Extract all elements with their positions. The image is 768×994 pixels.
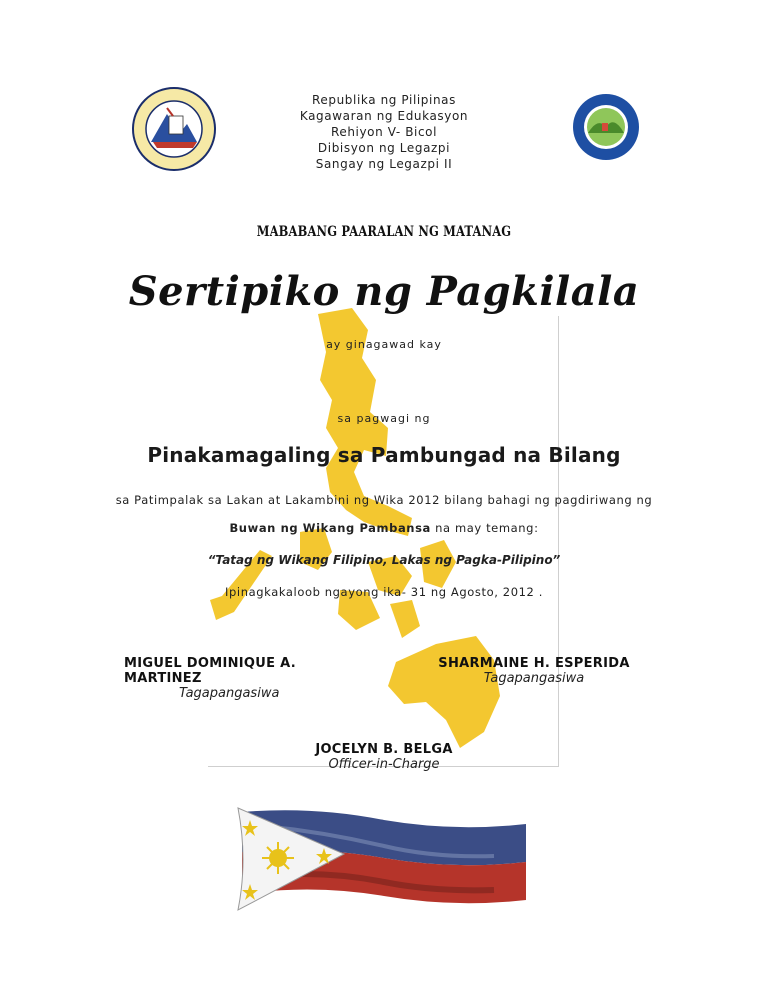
awarded-to-text: ay ginagawad kay	[326, 338, 442, 351]
header-line-region: Rehiyon V- Bicol	[330, 125, 438, 139]
for-winning-text: sa pagwagi ng	[337, 412, 431, 425]
header-line-district: Sangay ng Legazpi II	[315, 157, 453, 171]
signatory-right-name: SHARMAINE H. ESPERIDA	[438, 656, 630, 671]
signatory-center-name: JOCELYN B. BELGA	[315, 742, 453, 757]
event-name: Buwan ng Wikang Pambansa	[229, 521, 431, 535]
signatory-left-role: Tagapangasiwa	[179, 686, 280, 701]
philippine-map-watermark	[150, 300, 630, 780]
header-line-department: Kagawaran ng Edukasyon	[299, 109, 469, 123]
header-line-republic: Republika ng Pilipinas	[312, 93, 456, 107]
school-name: MABABANG PAARALAN NG MATANAG	[256, 224, 512, 240]
award-name: Pinakamagaling sa Pambungad na Bilang	[147, 443, 621, 467]
philippine-flag-image	[234, 806, 534, 918]
event-line	[0, 521, 768, 535]
signatory-left-name: MIGUEL DOMINIQUE A. MARTINEZ	[124, 656, 296, 686]
header-line-division: Dibisyon ng Legazpi	[317, 141, 451, 155]
signatory-left	[124, 656, 364, 701]
signatory-center-role: Officer-in-Charge	[328, 757, 440, 772]
event-suffix: na may temang:	[430, 521, 539, 535]
date-line: Ipinagkakaloob ngayong ika- 31 ng Agosto, 2012 .	[225, 585, 543, 599]
theme-text: “Tatag ng Wikang Filipino, Lakas ng Pagka-Pilipino”	[207, 553, 561, 567]
signatory-center	[0, 742, 768, 772]
contest-line: sa Patimpalak sa Lakan at Lakambini ng Wika 2012 bilang bahagi ng pagdiriwang ng	[115, 493, 653, 507]
signatory-right	[420, 656, 648, 686]
agency-header	[0, 92, 768, 172]
signatory-right-role: Tagapangasiwa	[483, 671, 585, 686]
certificate-title: Sertipiko ng Pagkilala	[128, 268, 640, 315]
